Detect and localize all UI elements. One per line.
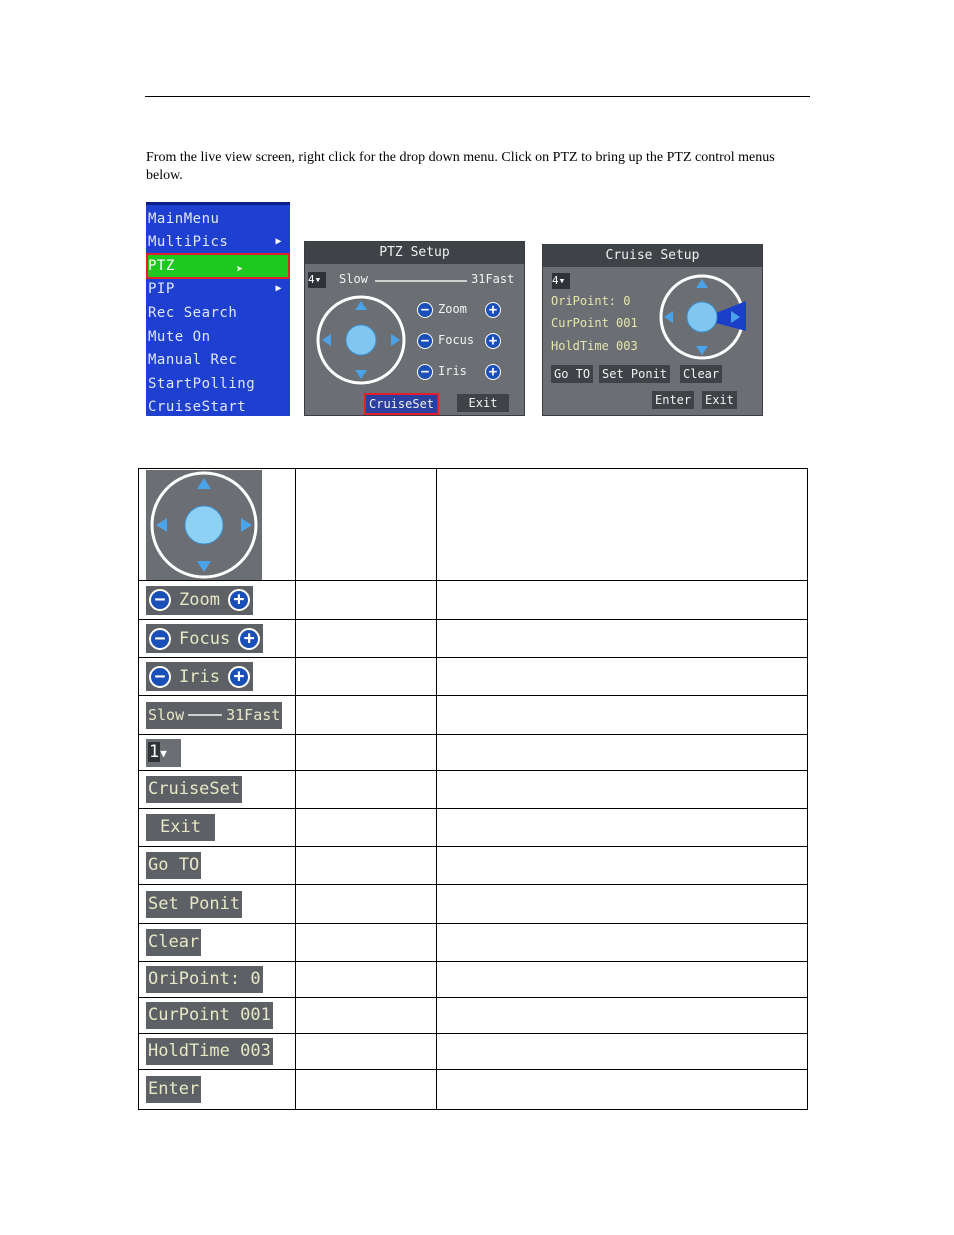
table-cell bbox=[437, 809, 808, 847]
holdtime-label: HoldTime 003 bbox=[551, 339, 638, 353]
table-cell bbox=[437, 658, 808, 696]
direction-pad-icon bbox=[146, 470, 262, 580]
intro-paragraph: From the live view screen, right click for the drop down menu. Click on PTZ to bring up the PTZ control menus below. bbox=[146, 150, 775, 183]
menu-item-ptz[interactable] bbox=[148, 255, 288, 277]
table-cell bbox=[296, 658, 437, 696]
table-cell bbox=[296, 924, 437, 962]
table-cell bbox=[139, 962, 296, 998]
menu-item-label: PTZ bbox=[148, 258, 175, 274]
iris-label: Iris bbox=[438, 364, 467, 378]
menu-item-label: CruiseStart bbox=[148, 399, 247, 415]
minus-icon: − bbox=[149, 589, 171, 611]
menu-item-label: PIP bbox=[148, 281, 175, 297]
header-rule bbox=[145, 96, 810, 97]
cruise-enter-button[interactable]: Enter bbox=[652, 391, 694, 409]
clear-button[interactable]: Clear bbox=[680, 365, 722, 383]
speed-slider-chip bbox=[146, 702, 282, 729]
table-cell bbox=[296, 469, 437, 581]
plus-icon: + bbox=[228, 666, 250, 688]
menu-item-label: Rec Search bbox=[148, 305, 238, 321]
menu-item-mainmenu[interactable] bbox=[148, 208, 288, 230]
table-row bbox=[139, 696, 808, 735]
iris-minus-icon[interactable]: − bbox=[417, 364, 433, 380]
table-row bbox=[139, 962, 808, 998]
table-cell bbox=[437, 469, 808, 581]
goto-chip: Go TO bbox=[146, 852, 201, 879]
channel-value: 4 bbox=[308, 273, 315, 286]
slider-track bbox=[188, 714, 222, 716]
table-cell bbox=[296, 1070, 437, 1110]
submenu-arrow-icon: ▶ bbox=[275, 283, 282, 294]
control-description-table bbox=[138, 468, 808, 1110]
table-cell bbox=[139, 998, 296, 1034]
cruiseset-chip: CruiseSet bbox=[146, 776, 242, 803]
table-cell bbox=[437, 620, 808, 658]
speed-fast-label: 31Fast bbox=[226, 705, 281, 724]
ptz-setup-title: PTZ Setup bbox=[305, 242, 524, 264]
table-cell bbox=[437, 735, 808, 771]
zoom-label: Zoom bbox=[179, 590, 220, 610]
table-cell bbox=[139, 847, 296, 885]
focus-control-chip bbox=[146, 624, 263, 653]
menu-item-label: MainMenu bbox=[148, 211, 220, 227]
mouse-cursor-icon: ➤ bbox=[236, 262, 244, 276]
cruise-direction-pad-icon[interactable] bbox=[656, 273, 748, 361]
table-cell bbox=[437, 581, 808, 620]
iris-plus-icon[interactable]: + bbox=[485, 364, 501, 380]
table-cell bbox=[437, 998, 808, 1034]
menu-item-label: StartPolling bbox=[148, 376, 256, 392]
table-cell bbox=[139, 620, 296, 658]
minus-icon: − bbox=[149, 666, 171, 688]
cruise-setup-title: Cruise Setup bbox=[543, 245, 762, 267]
table-cell bbox=[296, 962, 437, 998]
cruise-setup-panel bbox=[542, 244, 763, 416]
table-cell bbox=[296, 847, 437, 885]
table-row bbox=[139, 735, 808, 771]
set-point-button[interactable]: Set Ponit bbox=[599, 365, 670, 383]
iris-control-chip bbox=[146, 662, 253, 691]
focus-minus-icon[interactable]: − bbox=[417, 333, 433, 349]
cruiseset-button[interactable]: CruiseSet bbox=[364, 393, 439, 415]
ptz-exit-button[interactable]: Exit bbox=[457, 394, 509, 412]
main-dropdown-menu bbox=[146, 202, 290, 416]
table-cell bbox=[437, 847, 808, 885]
table-row bbox=[139, 469, 808, 581]
table-cell bbox=[296, 735, 437, 771]
table-row bbox=[139, 924, 808, 962]
table-cell bbox=[437, 924, 808, 962]
table-row bbox=[139, 771, 808, 809]
curpoint-chip: CurPoint 001 bbox=[146, 1002, 273, 1029]
zoom-plus-icon[interactable]: + bbox=[485, 302, 501, 318]
menu-item-rec-search[interactable] bbox=[148, 302, 288, 324]
plus-icon: + bbox=[228, 589, 250, 611]
table-row bbox=[139, 847, 808, 885]
table-cell bbox=[139, 696, 296, 735]
minus-icon: − bbox=[149, 628, 171, 650]
table-cell bbox=[437, 771, 808, 809]
set-point-chip: Set Ponit bbox=[146, 891, 242, 918]
table-row bbox=[139, 581, 808, 620]
table-cell bbox=[139, 1070, 296, 1110]
table-cell bbox=[437, 885, 808, 924]
table-cell bbox=[296, 771, 437, 809]
channel-dropdown-chip bbox=[146, 739, 181, 767]
table-row bbox=[139, 658, 808, 696]
menu-item-start-polling[interactable] bbox=[148, 373, 288, 395]
menu-item-label: Manual Rec bbox=[148, 352, 238, 368]
table-cell bbox=[139, 885, 296, 924]
plus-icon: + bbox=[238, 628, 260, 650]
clear-chip: Clear bbox=[146, 929, 201, 956]
focus-label: Focus bbox=[438, 333, 475, 347]
table-cell bbox=[437, 1034, 808, 1070]
menu-item-multipics[interactable] bbox=[148, 231, 288, 253]
table-cell bbox=[437, 696, 808, 735]
table-cell bbox=[296, 1034, 437, 1070]
focus-label: Focus bbox=[179, 628, 231, 649]
table-cell bbox=[139, 735, 296, 771]
table-cell bbox=[139, 809, 296, 847]
oripoint-chip: OriPoint: 0 bbox=[146, 966, 263, 993]
zoom-minus-icon[interactable]: − bbox=[417, 302, 433, 318]
table-row bbox=[139, 1070, 808, 1110]
menu-item-cruise-start[interactable] bbox=[148, 396, 288, 418]
table-cell bbox=[296, 809, 437, 847]
speed-slider[interactable] bbox=[375, 280, 467, 282]
table-cell bbox=[139, 658, 296, 696]
curpoint-label: CurPoint 001 bbox=[551, 316, 638, 330]
speed-slow-label: Slow bbox=[148, 705, 185, 724]
table-row bbox=[139, 998, 808, 1034]
table-cell bbox=[437, 962, 808, 998]
chevron-down-icon: ▼ bbox=[160, 746, 167, 760]
channel-value: 4 bbox=[552, 274, 559, 287]
table-cell bbox=[139, 771, 296, 809]
iris-label: Iris bbox=[179, 666, 220, 687]
table-cell bbox=[139, 581, 296, 620]
table-cell bbox=[437, 1070, 808, 1110]
holdtime-chip: HoldTime 003 bbox=[146, 1038, 273, 1065]
enter-chip: Enter bbox=[146, 1076, 201, 1103]
table-cell bbox=[139, 469, 296, 581]
table-row bbox=[139, 885, 808, 924]
cruise-channel-dropdown[interactable]: 4▾ bbox=[552, 273, 570, 289]
cruise-exit-button[interactable]: Exit bbox=[702, 391, 737, 409]
channel-value: 1 bbox=[149, 741, 160, 762]
goto-button[interactable]: Go TO bbox=[551, 365, 593, 383]
ptz-setup-panel bbox=[304, 241, 525, 416]
focus-plus-icon[interactable]: + bbox=[485, 333, 501, 349]
table-cell bbox=[139, 1034, 296, 1070]
zoom-control-chip bbox=[146, 586, 253, 615]
speed-fast-label: 31Fast bbox=[471, 272, 515, 286]
oripoint-label: OriPoint: 0 bbox=[551, 294, 631, 308]
menu-item-pip[interactable] bbox=[148, 278, 288, 300]
direction-pad-icon[interactable] bbox=[315, 294, 407, 386]
table-row bbox=[139, 809, 808, 847]
exit-chip: Exit bbox=[146, 814, 215, 841]
table-cell bbox=[296, 885, 437, 924]
zoom-label: Zoom bbox=[438, 302, 467, 316]
table-row bbox=[139, 620, 808, 658]
table-cell bbox=[296, 998, 437, 1034]
table-cell bbox=[296, 620, 437, 658]
table-cell bbox=[139, 924, 296, 962]
ptz-channel-dropdown[interactable]: 4▾ bbox=[308, 272, 326, 288]
table-row bbox=[139, 1034, 808, 1070]
menu-item-label: Mute On bbox=[148, 329, 211, 345]
speed-slow-label: Slow bbox=[339, 272, 368, 286]
menu-item-manual-rec[interactable] bbox=[148, 349, 288, 371]
menu-item-mute[interactable] bbox=[148, 326, 288, 348]
table-cell bbox=[296, 581, 437, 620]
table-cell bbox=[296, 696, 437, 735]
submenu-arrow-icon: ▶ bbox=[275, 236, 282, 247]
menu-item-label: MultiPics bbox=[148, 234, 229, 250]
